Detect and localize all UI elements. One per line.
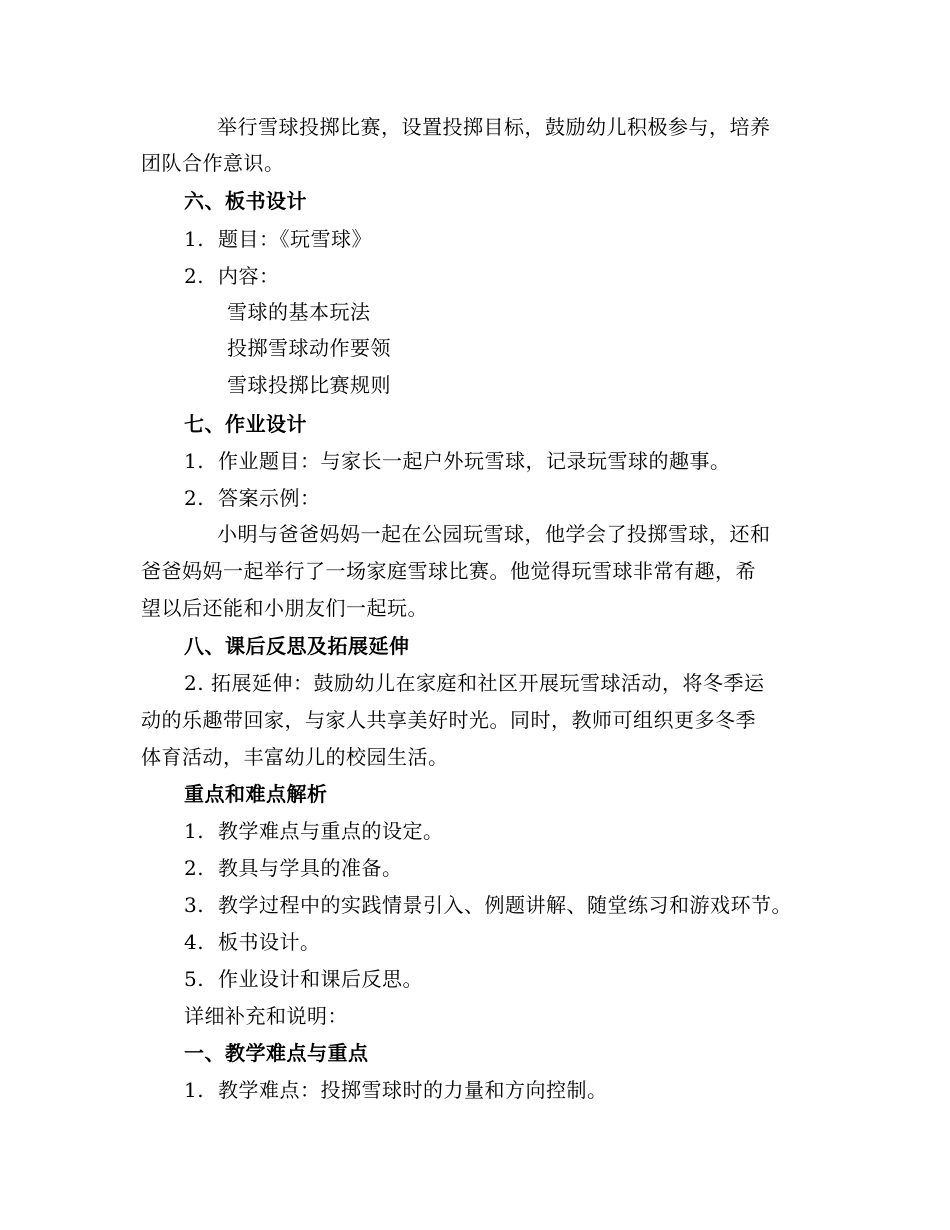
section-heading-key-points: 重点和难点解析 [184,782,328,806]
paragraph-line: 动的乐趣带回家，与家人共享美好时光。同时，教师可组织更多冬季 [141,708,756,732]
supplement-label: 详细补充和说明： [184,1004,348,1028]
list-item-text: 题目：《玩雪球》 [218,227,372,251]
paragraph-line: 举行雪球投掷比赛，设置投掷目标，鼓励幼儿积极参与，培养 [217,115,771,139]
list-item-number: 4. [184,930,205,954]
list-item-number: 2. [184,264,205,288]
paragraph-line: 体育活动，丰富幼儿的校园生活。 [141,745,449,769]
section-heading-reflection: 八、课后反思及拓展延伸 [184,634,410,658]
list-item-text: 作业题目：与家长一起户外玩雪球，记录玩雪球的趣事。 [218,449,731,473]
section-heading-homework: 七、作业设计 [184,412,307,436]
list-item-number: 1. [184,1078,205,1102]
list-item-number: 5. [184,967,205,991]
list-item-text: 答案示例： [218,486,321,510]
paragraph-line: 爸爸妈妈一起举行了一场家庭雪球比赛。他觉得玩雪球非常有趣，希 [141,559,756,583]
list-item [184,928,321,956]
list-item-number: 1. [184,227,205,251]
list-item-number: 1. [184,449,205,473]
list-item [184,484,321,512]
list-item [184,1076,608,1104]
list-item-text: 教学过程中的实践情景引入、例题讲解、随堂练习和游戏环节。 [218,893,792,917]
content-line: 雪球投掷比赛规则 [227,373,391,397]
paragraph-line: 2. 拓展延伸：鼓励幼儿在家庭和社区开展玩雪球活动，将冬季运 [184,671,765,695]
list-item [184,854,403,882]
list-item [184,225,372,253]
paragraph-line: 望以后还能和小朋友们一起玩。 [141,596,428,620]
list-item-text: 内容： [218,264,280,288]
list-item-text: 板书设计。 [218,930,321,954]
list-item [184,891,792,919]
list-item [184,817,444,845]
list-item [184,965,423,993]
section-heading-blackboard: 六、板书设计 [184,189,307,213]
content-line: 投掷雪球动作要领 [227,336,391,360]
content-line: 雪球的基本玩法 [227,300,371,324]
paragraph-line: 小明与爸爸妈妈一起在公园玩雪球，他学会了投掷雪球，还和 [217,522,771,546]
paragraph-line: 团队合作意识。 [141,151,285,175]
list-item-number: 3. [184,893,205,917]
list-item [184,262,280,290]
list-item-number: 1. [184,819,205,843]
list-item-text: 教学难点：投掷雪球时的力量和方向控制。 [218,1078,608,1102]
list-item-number: 2. [184,486,205,510]
list-item-text: 教具与学具的准备。 [218,856,403,880]
list-item [184,447,731,475]
list-item-text: 教学难点与重点的设定。 [218,819,444,843]
list-item-number: 2. [184,856,205,880]
section-heading-difficulty: 一、教学难点与重点 [184,1041,369,1065]
list-item-text: 作业设计和课后反思。 [218,967,423,991]
